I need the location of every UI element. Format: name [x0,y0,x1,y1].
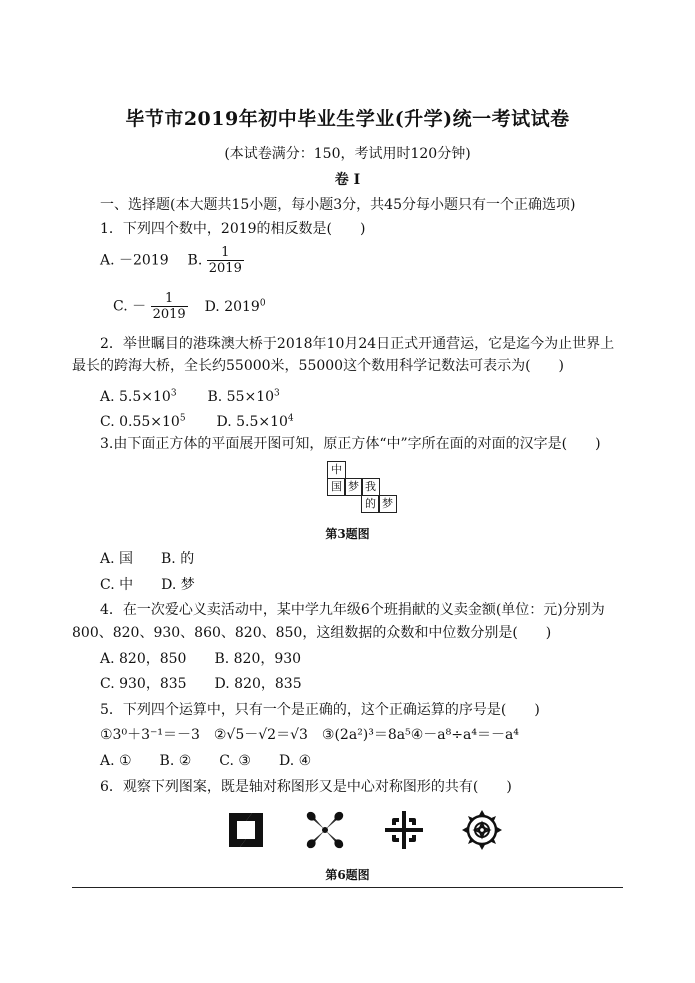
q6-caption: 第6题图 [325,868,370,882]
q2-option-b [207,389,279,405]
q2-option-d [216,414,293,430]
q1-b-denominator: 2019 [208,261,242,276]
q4-line2: 800、820、930、860、820、850，这组数据的众数和中位数分别是( ) [72,625,552,641]
q1-d-base: D. 2019 [204,298,260,315]
section-heading: 一、选择题(本大题共15小题，每小题3分，共45分每小题只有一个正确选项) [100,197,576,213]
page-title: 毕节市2019年初中毕业生学业(升学)统一考试试卷 [125,108,570,130]
q2-b-exponent: 3 [274,388,280,398]
four-leaf-knot-icon [303,808,347,852]
q2-line2: 最长的跨海大桥，全长约55000米，55000这个数用科学记数法可表示为( ) [72,358,564,374]
cube-net-cell: 国 [327,478,346,496]
q4-options-ab: A. 820，850 B. 820，930 [100,651,302,667]
q2-c-exponent: 5 [179,413,186,423]
cube-net-cell: 中 [327,461,346,479]
cube-net [327,461,397,515]
q1-option-c-fraction [151,291,188,322]
q1-option-d [205,299,266,315]
q1-option-a: A. －2019 [100,252,169,269]
q3-options-ab: A. 国 B. 的 [100,551,195,567]
q5-operations: ①3⁰＋3⁻¹＝－3 ②√5－√2＝√3 ③(2a²)³＝8a⁵④－a⁸÷a⁴＝－a⁴ [100,727,519,743]
footer-divider [72,887,623,888]
q1-c-denominator: 2019 [152,307,186,322]
q2-d-exponent: 4 [287,413,294,423]
q2-option-a [100,389,177,405]
q6-stem: 6．观察下列图案，既是轴对称图形又是中心对称图形的共有( ) [100,779,512,795]
q4-line1: 4．在一次爱心义卖活动中，某中学九年级6个班捐献的义卖金额(单位：元)分别为 [100,602,605,618]
q1-d-exponent: 0 [259,297,266,308]
q1-option-c-label: C. － [113,298,147,315]
q1-b-numerator: 1 [221,245,230,260]
q2-line1: 2．举世瞩目的港珠澳大桥于2018年10月24日正式开通营运，它是迄今为止世界上 [100,336,615,352]
q1-options-cd [113,291,266,322]
q2-c-base: C. 0.55×10 [100,413,180,430]
q2-a-exponent: 3 [170,388,177,398]
q3-stem: 3.由下面正方体的平面展开图可知，原正方体“中”字所在面的对面的汉字是( ) [100,436,601,452]
square-swirl-icon [224,808,268,852]
q3-options-cd: C. 中 D. 梦 [100,577,195,593]
q2-b-base: B. 55×10 [207,388,275,405]
q3-caption: 第3题图 [325,527,370,541]
cube-net-cell: 梦 [378,495,397,513]
cube-net-cell: 我 [361,478,380,496]
q2-options-ab [100,384,280,406]
q1-stem: 1．下列四个数中，2019的相反数是( ) [100,221,366,237]
q2-option-c [100,414,186,430]
q2-d-base: D. 5.5×10 [216,413,288,430]
flower-gear-icon [460,808,504,852]
q1-options-ab [100,245,244,276]
q5-stem: 5．下列四个运算中，只有一个是正确的，这个正确运算的序号是( ) [100,702,540,718]
q5-options: A. ① B. ② C. ③ D. ④ [100,753,312,769]
q2-a-base: A. 5.5×10 [100,388,171,405]
q1-option-b-fraction [207,245,244,276]
cross-star-icon [382,808,426,852]
cube-net-cell: 的 [361,495,380,513]
page-subtitle: (本试卷满分：150，考试用时120分钟) [224,146,471,162]
q1-option-b-label: B. [187,252,203,269]
q4-options-cd: C. 930，835 D. 820，835 [100,676,302,692]
q1-c-numerator: 1 [164,291,174,306]
q2-options-cd [100,409,294,431]
volume-label: 卷 I [334,172,361,188]
cube-net-cell: 梦 [344,478,363,496]
